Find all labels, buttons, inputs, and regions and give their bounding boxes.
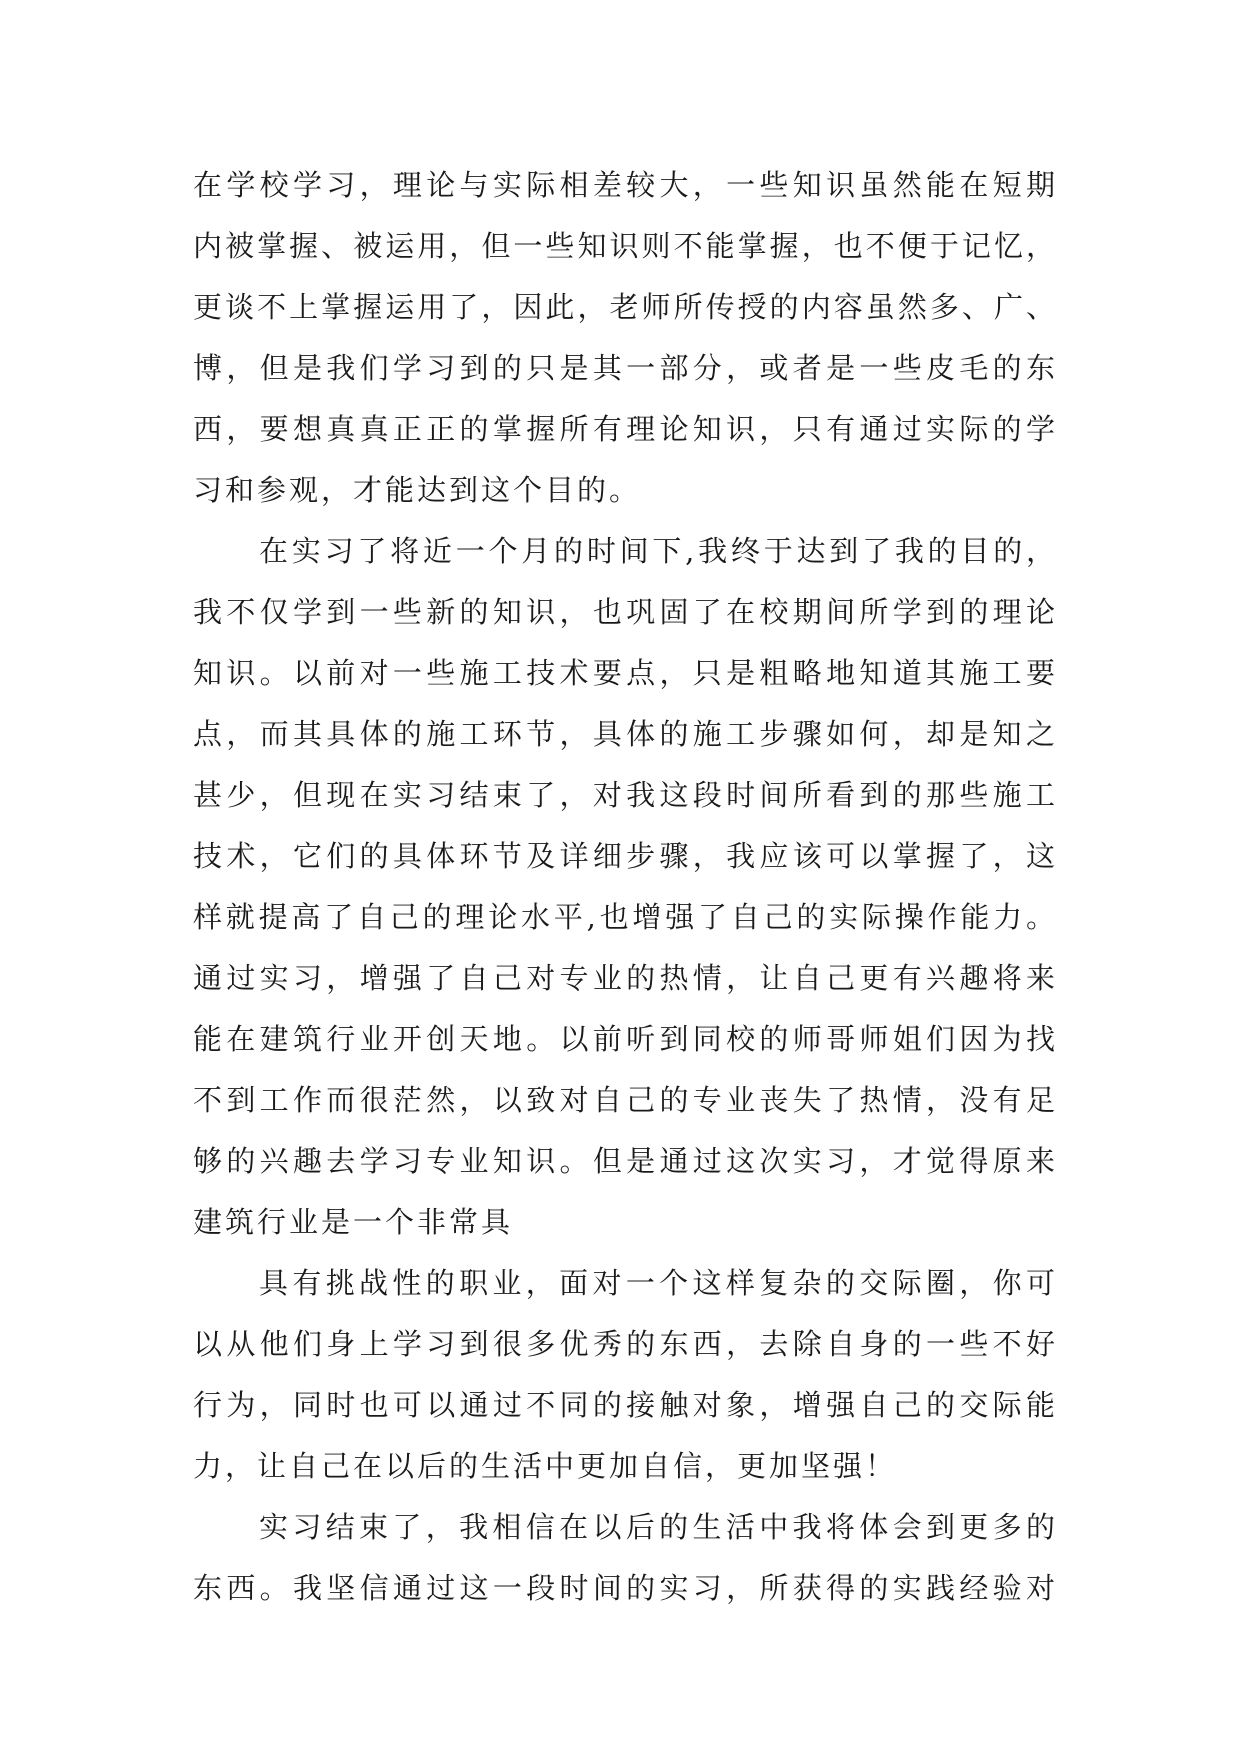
text-line: 具有挑战性的职业，面对一个这样复杂的交际圈，你可 [259,1266,1058,1300]
text-line: 技术，它们的具体环节及详细步骤，我应该可以掌握了，这 [193,839,1058,873]
text-line: 不到工作而很茫然，以致对自己的专业丧失了热情，没有足 [193,1083,1058,1117]
text-line: 更谈不上掌握运用了，因此，老师所传授的内容虽然多、广、 [193,290,1058,324]
text-line: 知识。以前对一些施工技术要点，只是粗略地知道其施工要 [193,656,1058,690]
text-line: 以从他们身上学习到很多优秀的东西，去除自身的一些不好 [193,1327,1058,1361]
text-line: 在学校学习，理论与实际相差较大，一些知识虽然能在短期 [193,168,1058,202]
text-line: 甚少，但现在实习结束了，对我这段时间所看到的那些施工 [193,778,1058,812]
text-line: 内被掌握、被运用，但一些知识则不能掌握，也不便于记忆， [193,229,1058,263]
text-line: 建筑行业是一个非常具 [193,1205,514,1239]
text-line: 通过实习，增强了自己对专业的热情，让自己更有兴趣将来 [193,961,1058,995]
text-line: 能在建筑行业开创天地。以前听到同校的师哥师姐们因为找 [193,1022,1058,1056]
text-line: 在实习了将近一个月的时间下,我终于达到了我的目的， [259,534,1058,568]
text-line: 点，而其具体的施工环节，具体的施工步骤如何，却是知之 [193,717,1058,751]
text-line: 实习结束了，我相信在以后的生活中我将体会到更多的 [259,1510,1058,1544]
text-line: 我不仅学到一些新的知识，也巩固了在校期间所学到的理论 [193,595,1058,629]
text-line: 样就提高了自己的理论水平,也增强了自己的实际操作能力。 [193,900,1058,934]
text-line: 够的兴趣去学习专业知识。但是通过这次实习，才觉得原来 [193,1144,1058,1178]
text-line: 西，要想真真正正的掌握所有理论知识，只有通过实际的学 [193,412,1058,446]
text-line: 博，但是我们学习到的只是其一部分，或者是一些皮毛的东 [193,351,1058,385]
text-line: 习和参观，才能达到这个目的。 [193,473,642,507]
body-text [193,155,1058,1619]
text-line: 力，让自己在以后的生活中更加自信，更加坚强！ [193,1449,898,1483]
text-line: 行为，同时也可以通过不同的接触对象，增强自己的交际能 [193,1388,1058,1422]
text-line: 东西。我坚信通过这一段时间的实习，所获得的实践经验对 [193,1571,1058,1605]
